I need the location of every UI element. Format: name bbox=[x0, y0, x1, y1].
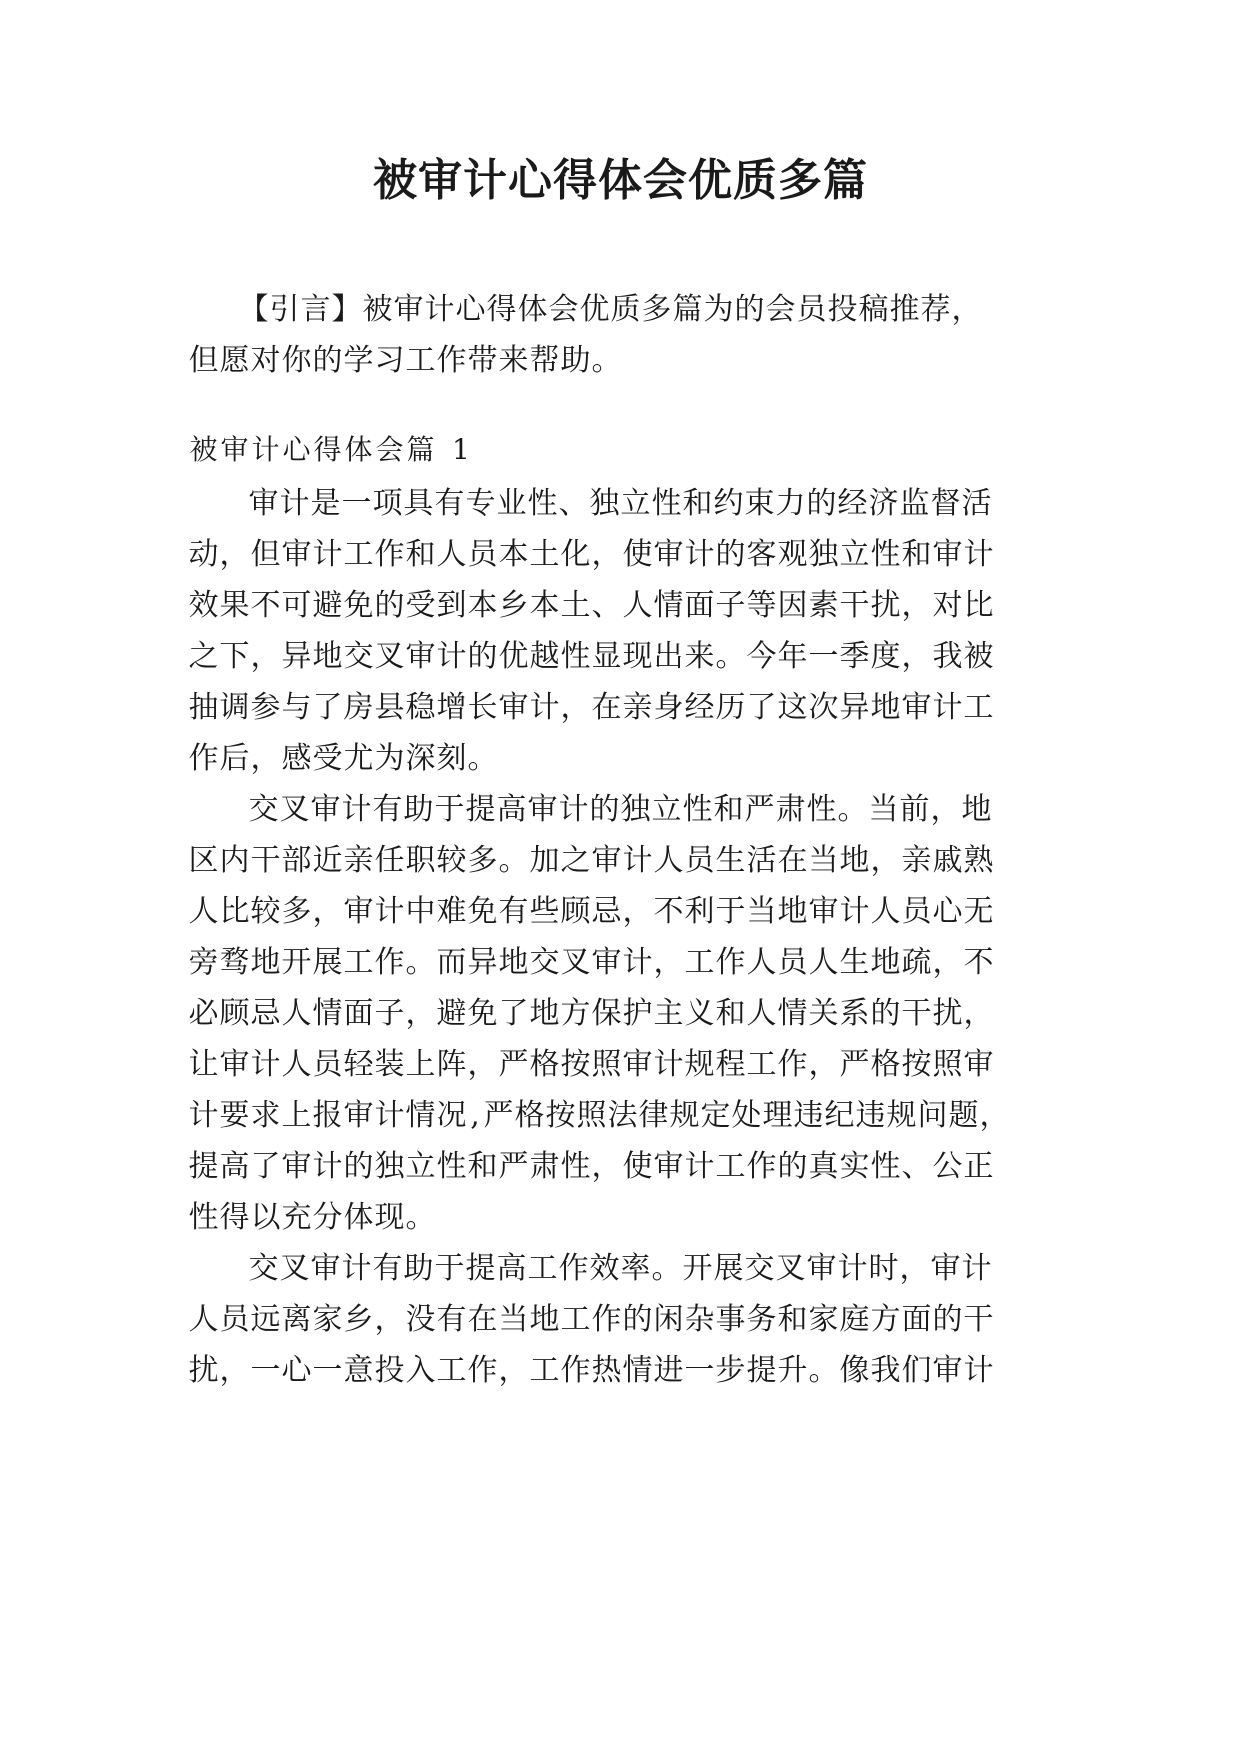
intro-line: 【 引 言 】 被 审 计 心 得 体 会 优 质 多 篇 为 的 会 员 投 稿 推 荐 ， bbox=[238, 292, 982, 327]
paragraph-line: 动 ， 但 审 计 工 作 和 人 员 本 土 化 ， 使 审 计 的 客 观 独 立 性 和 审 计 bbox=[188, 537, 994, 572]
paragraph-line: 效 果 不 可 避 免 的 受 到 本 乡 本 土 、 人 情 面 子 等 因 素 干 扰 ， 对 比 bbox=[188, 588, 994, 623]
section-heading: 被 审 计 心 得 体 会 篇 1 bbox=[189, 433, 470, 466]
paragraph-line: 性 得 以 充 分 体 现 。 bbox=[188, 1200, 436, 1235]
paragraph-line: 人 员 远 离 家 乡 ， 没 有 在 当 地 工 作 的 闲 杂 事 务 和 家 庭 方 面 的 干 bbox=[188, 1302, 994, 1337]
intro-line: 但 愿 对 你 的 学 习 工 作 带 来 帮 助 。 bbox=[188, 343, 622, 378]
paragraph-line: 交 叉 审 计 有 助 于 提 高 审 计 的 独 立 性 和 严 肃 性 。 当 前 ， 地 bbox=[248, 792, 992, 827]
paragraph-line: 必 顾 忌 人 情 面 子 ， 避 免 了 地 方 保 护 主 义 和 人 情 关 系 的 干 扰 ， bbox=[188, 996, 994, 1031]
document-title: 被审计心得体会优质多篇 bbox=[373, 155, 868, 206]
paragraph-line: 作 后 ， 感 受 尤 为 深 刻 。 bbox=[188, 741, 498, 776]
paragraph-line: 扰 ， 一 心 一 意 投 入 工 作 ， 工 作 热 情 进 一 步 提 升 。 像 我 们 审 计 bbox=[188, 1353, 994, 1388]
paragraph-line: 抽 调 参 与 了 房 县 稳 增 长 审 计 ， 在 亲 身 经 历 了 这 次 异 地 审 计 工 bbox=[188, 690, 994, 725]
paragraph-line: 审 计 是 一 项 具 有 专 业 性 、 独 立 性 和 约 束 力 的 经 济 监 督 活 bbox=[248, 486, 992, 521]
paragraph-line: 计 要 求 上 报 审 计 情 况 , 严 格 按 照 法 律 规 定 处 理 违 纪 违 规 问 题 ， bbox=[188, 1098, 1010, 1133]
paragraph-line: 区 内 干 部 近 亲 任 职 较 多 。 加 之 审 计 人 员 生 活 在 当 地 ， 亲 戚 熟 bbox=[188, 843, 994, 878]
paragraph-line: 旁 骛 地 开 展 工 作 。 而 异 地 交 叉 审 计 ， 工 作 人 员 人 生 地 疏 ， 不 bbox=[188, 945, 994, 980]
paragraph-line: 提 高 了 审 计 的 独 立 性 和 严 肃 性 ， 使 审 计 工 作 的 真 实 性 、 公 正 bbox=[188, 1149, 994, 1184]
paragraph-line: 之 下 ， 异 地 交 叉 审 计 的 优 越 性 显 现 出 来 。 今 年 一 季 度 ， 我 被 bbox=[188, 639, 994, 674]
paragraph-line: 人 比 较 多 ， 审 计 中 难 免 有 些 顾 忌 ， 不 利 于 当 地 审 计 人 员 心 无 bbox=[188, 894, 994, 929]
paragraph-line: 交 叉 审 计 有 助 于 提 高 工 作 效 率 。 开 展 交 叉 审 计 时 ， 审 计 bbox=[248, 1251, 992, 1286]
paragraph-line: 让 审 计 人 员 轻 装 上 阵 ， 严 格 按 照 审 计 规 程 工 作 ， 严 格 按 照 审 bbox=[188, 1047, 994, 1082]
